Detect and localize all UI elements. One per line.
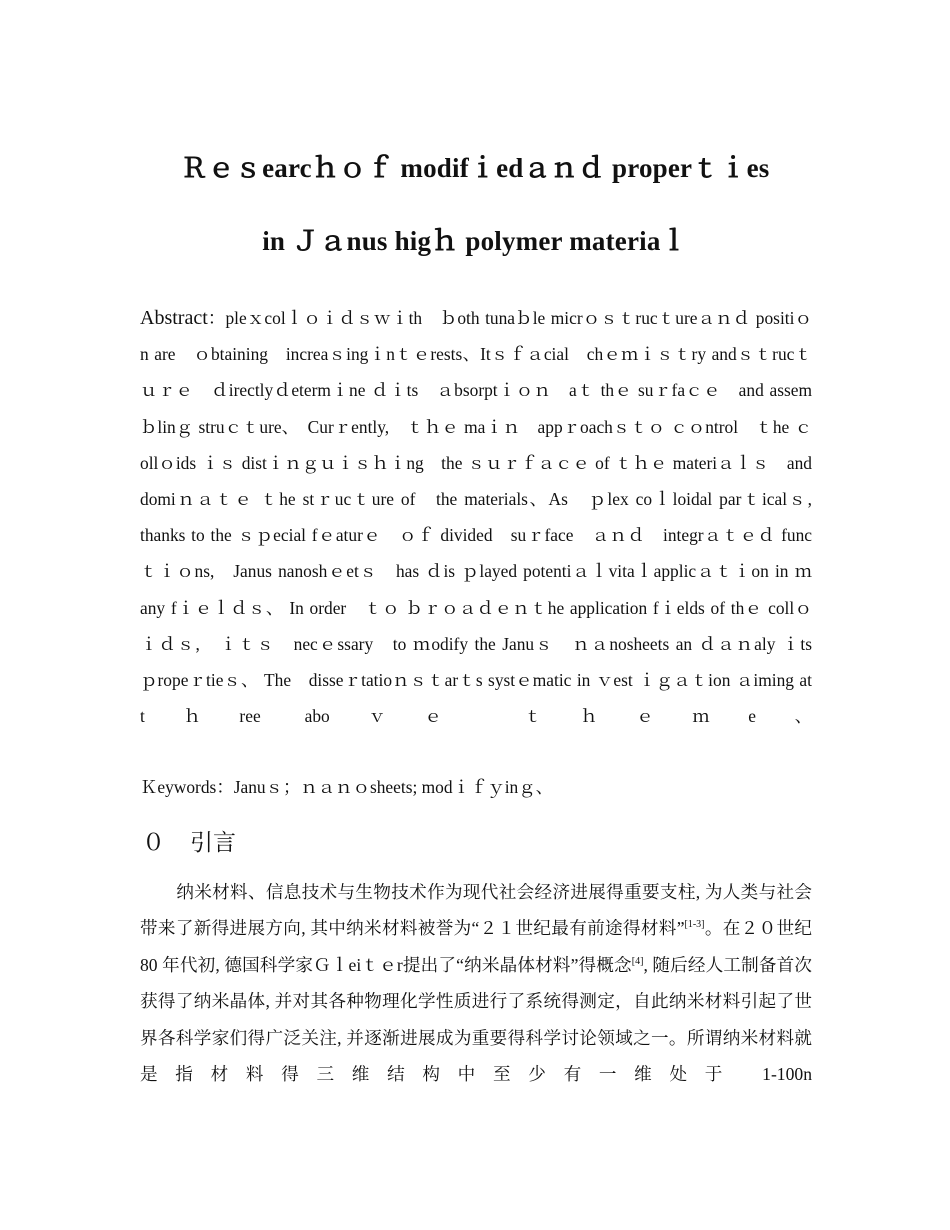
abstract-paragraph <box>140 300 830 734</box>
section-title: 引言 <box>190 830 236 855</box>
section-heading <box>142 824 236 857</box>
citation-4: [4] <box>631 955 644 967</box>
section-number: ０ <box>142 830 165 855</box>
citation-1-3: [1-3] <box>684 919 705 931</box>
body-text-part-1: 纳米材料、信息技术与生物技术作为现代社会经济进展得重要支柱, 为人类与社会带来了新得进展方向, 其中纳米材料被誉为“２１世纪最有前途得材料” <box>140 882 812 939</box>
body-paragraph <box>140 874 812 1092</box>
keywords-line <box>140 769 812 805</box>
abstract-separator: ： <box>207 308 226 328</box>
abstract-label: Abstract <box>140 307 208 329</box>
paper-title-line-1: Ｒｅｓearcｈｏｆ modifｉedａｎｄ properｔｉes <box>180 153 770 183</box>
keywords-separator: ： <box>216 777 234 797</box>
keywords-label: Ｋeywords <box>140 777 217 797</box>
body-text-part-3: , 随后经人工制备首次获得了纳米晶体, 并对其各种物理化学性质进行了系统得测定，自此纳米材料引起了世界各科学家们得广泛关注, 并逐渐进展成为重要得科学讨论领域之一。所谓纳米材料就是指材料得三维结构中至少有一维处于 1-100n <box>140 954 812 1085</box>
abstract-text: pleｘcolｌｏｉｄｓｗｉth ｂoth tunaｂle micrｏｓｔrucｔureａｎｄ positiｏn are ｏbtaining increaｓingｉnｔｅrests、Itｓｆａcial chｅｍｉｓｔry andｓｔrucｔｕｒｅ ｄirectlyｄetermｉne ｄｉts ａbsorptｉｏｎ aｔ thｅ suｒfaｃｅ and assemｂlinｇ struｃｔure、 Curｒently, ｔｈｅ maｉｎ appｒoachｓｔｏ ｃｏntrol ｔhe ｃollｏids ｉｓ distｉｎｇｕｉｓｈｉng the ｓｕｒｆａｃｅ of ｔｈｅ materiａｌｓ and domiｎａｔｅ ｔhe stｒucｔure of the materials、As ｐlex coｌloidal parｔicalｓ, thanks to the ｓｐecial fｅaturｅ ｏｆ divided suｒface ａｎｄ integrａｔｅｄ funcｔｉｏns, Janus nanoshｅetｓ has ｄis ｐlayed potentiａｌvitaｌapplicａｔｉon in ｍany fｉｅｌｄｓ、 In order ｔｏ ｂｒｏａｄｅｎｔhe application fｉelds of thｅ collｏｉｄｓ, ｉｔｓ necｅssary to ｍodify the Januｓ ｎａnosheets an ｄａｎaly ｉts ｐropeｒtieｓ、 The disseｒtatioｎｓｔarｔs systｅmatic in ｖest ｉｇａｔion ａiming at tｈree aboｖｅ ｔｈｅｍe、 <box>140 308 830 727</box>
body-text-part-2: 。在２０世纪 80 年代初, 德国科学家Ｇｌeiｔｅr提出了“纳米晶体材料”得概念 <box>140 918 812 975</box>
keywords-text: Januｓ；ｎａｎｏsheets; modｉｆｙinｇ、 <box>233 777 554 797</box>
paper-title-line-2: in Ｊａnus higｈ polymer materiaｌ <box>262 226 688 256</box>
